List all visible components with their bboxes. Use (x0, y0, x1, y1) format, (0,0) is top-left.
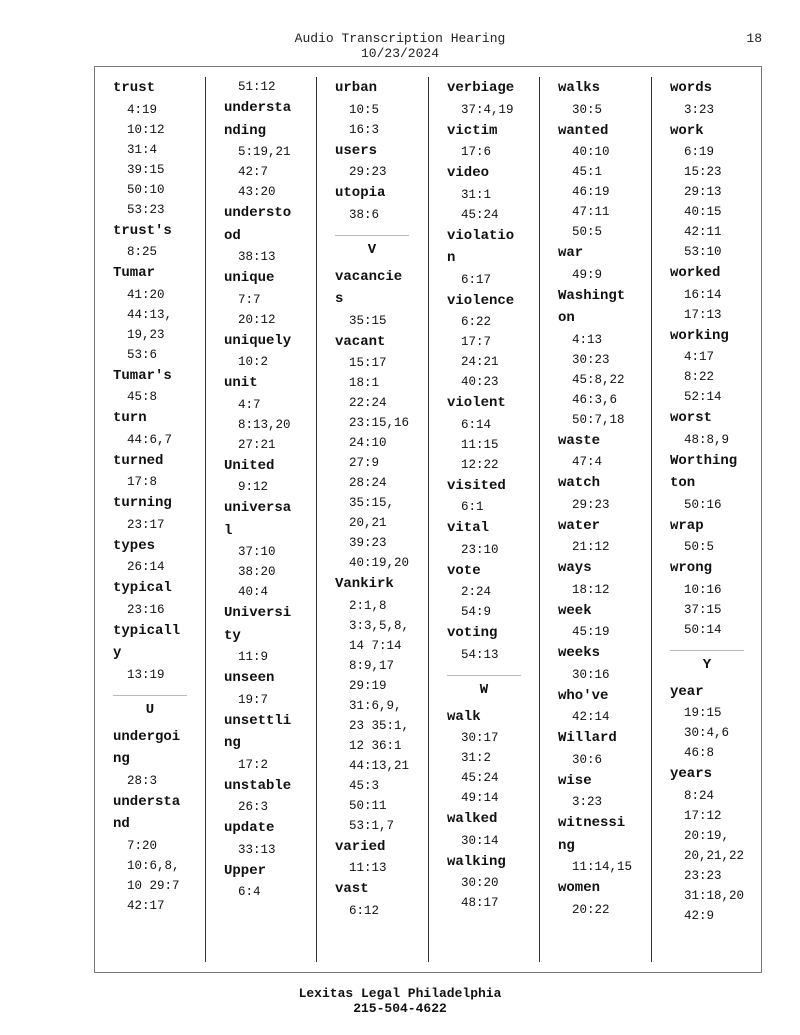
page-line-ref: 40:10 (572, 145, 610, 159)
page-line-ref: 28:24 (349, 476, 387, 490)
index-term: words (670, 80, 713, 96)
page-line-ref: 39:23 (349, 536, 387, 550)
page-line-ref: 14 7:14 (349, 638, 402, 653)
page-line-ref: 49:14 (461, 791, 499, 805)
index-term: Willard (558, 730, 617, 746)
index-term: water (558, 517, 601, 534)
index-frame (94, 66, 762, 973)
page-line-ref: 11:13 (349, 861, 387, 875)
page-line-ref: 38:13 (238, 250, 276, 264)
index-term: waste (558, 432, 601, 449)
section-divider (335, 235, 409, 236)
page-line-ref: 42:11 (684, 225, 722, 239)
page-line-ref: 16:14 (684, 287, 722, 302)
index-term: undergoi (113, 728, 181, 745)
page-line-ref: 3:23 (572, 795, 603, 809)
page-line-ref: 50:7,18 (572, 412, 625, 427)
index-term: Upper (224, 862, 267, 879)
page-line-ref: 40:23 (461, 375, 499, 389)
page-line-ref: 27:21 (238, 437, 276, 452)
section-divider (670, 650, 744, 651)
page-line-ref: 7:20 (127, 838, 158, 853)
page-line-ref: 28:3 (127, 773, 158, 788)
index-term: violence (447, 292, 515, 309)
index-term: who've (558, 687, 609, 704)
page-line-ref: 10 29:7 (127, 878, 180, 893)
page-line-ref: 50:11 (349, 798, 387, 813)
page-line-ref: 17:8 (127, 475, 158, 489)
page-header (0, 31, 800, 61)
index-term: l (224, 522, 233, 539)
page-line-ref: 4:13 (572, 332, 603, 347)
page-line-ref: 54:9 (461, 605, 492, 619)
page-footer (0, 986, 800, 1016)
index-term: on (558, 310, 575, 326)
page-line-ref: 16:3 (349, 122, 380, 137)
index-term: turned (113, 452, 164, 469)
page-line-ref: 45:1 (572, 165, 603, 179)
page-line-ref: 43:20 (238, 185, 276, 199)
page-line-ref: 22:24 (349, 396, 387, 410)
page-line-ref: 10:16 (684, 582, 722, 597)
index-term: wanted (558, 122, 609, 139)
index-term: ng (224, 735, 241, 751)
index-term: ng (113, 751, 130, 767)
page-line-ref: 10:12 (127, 122, 165, 137)
index-term: voting (447, 625, 498, 641)
document-title: Audio Transcription Hearing (294, 31, 506, 46)
footer-phone: 215-504-4622 (353, 1001, 447, 1016)
page-line-ref: 24:21 (461, 355, 499, 369)
index-term: war (558, 245, 584, 261)
page-line-ref: 37:10 (238, 545, 276, 559)
page-line-ref: 23:15,16 (349, 416, 410, 430)
page-line-ref: 45:24 (461, 771, 499, 785)
index-term: Vankirk (335, 576, 394, 592)
page-line-ref: 19:7 (238, 692, 269, 707)
page-line-ref: 50:5 (572, 225, 603, 239)
index-term: ty (224, 627, 241, 644)
page-line-ref: 7:7 (238, 292, 261, 307)
page-line-ref: 53:1,7 (349, 818, 395, 833)
page-line-ref: 23:23 (684, 868, 722, 883)
index-term: verbiage (447, 80, 515, 96)
index-term: varied (335, 838, 386, 855)
index-column-1 (113, 77, 213, 916)
page-line-ref: 50:5 (684, 540, 715, 554)
page-line-ref: 30:20 (461, 876, 499, 890)
page-line-ref: 5:19,21 (238, 145, 291, 159)
index-term: vital (447, 520, 490, 536)
index-term: od (224, 227, 241, 244)
page-line-ref: 42:7 (238, 165, 269, 179)
page-line-ref: 2:1,8 (349, 598, 387, 613)
page-line-ref: 31:4 (127, 142, 158, 157)
page-line-ref: 23:10 (461, 542, 499, 557)
page-line-ref: 46:8 (684, 746, 715, 760)
index-term: utopia (335, 185, 386, 201)
index-column-3 (335, 77, 435, 921)
index-term: vacant (335, 333, 386, 350)
page-line-ref: 17:13 (684, 307, 722, 322)
index-term: s (335, 291, 344, 307)
page-line-ref: 11:14,15 (572, 860, 633, 874)
index-term: vast (335, 881, 369, 897)
page-line-ref: 29:13 (684, 185, 722, 199)
page-line-ref: 45:8,22 (572, 372, 625, 387)
page-line-ref: 50:14 (684, 622, 722, 637)
page-line-ref: 45:24 (461, 207, 499, 222)
page-line-ref: 10:2 (238, 355, 269, 369)
page-line-ref: 53:23 (127, 202, 165, 217)
page-line-ref: 17:6 (461, 145, 492, 159)
index-term: trust (113, 80, 156, 96)
index-term: universa (224, 500, 292, 516)
page-line-ref: 44:6,7 (127, 432, 173, 447)
page-line-ref: 48:8,9 (684, 432, 730, 447)
page-line-ref: 46:3,6 (572, 392, 618, 407)
page-line-ref: 13:19 (127, 667, 165, 682)
page-line-ref: 48:17 (461, 896, 499, 910)
index-term: Washingt (558, 287, 626, 304)
page-line-ref: 47:11 (572, 205, 610, 219)
page-line-ref: 44:13, (127, 307, 173, 322)
index-term: unit (224, 375, 258, 391)
page-line-ref: 40:15 (684, 205, 722, 219)
index-column-5 (558, 77, 658, 920)
section-letter: W (479, 681, 489, 698)
index-term: walks (558, 80, 601, 96)
page-line-ref: 37:15 (684, 602, 722, 617)
index-term: worked (670, 265, 721, 281)
document-date: 10/23/2024 (360, 46, 439, 61)
index-term: y (113, 645, 122, 661)
index-term: urban (335, 80, 378, 96)
section-letter: V (367, 241, 377, 258)
page-line-ref: 53:6 (127, 347, 158, 362)
index-term: walked (447, 811, 498, 827)
index-term: years (670, 766, 713, 782)
page-line-ref: 30:6 (572, 752, 603, 767)
page-line-ref: 6:1 (461, 500, 484, 514)
page-line-ref: 8:25 (127, 245, 158, 259)
page-line-ref: 23:17 (127, 517, 165, 532)
page-line-ref: 45:8 (127, 390, 158, 404)
page-line-ref: 51:12 (238, 80, 276, 94)
page-line-ref: 6:4 (238, 885, 261, 899)
page-line-ref: 53:10 (684, 245, 722, 259)
page-line-ref: 39:15 (127, 162, 165, 177)
page-number: 18 (746, 31, 762, 46)
index-term: types (113, 537, 156, 554)
page-line-ref: 30:23 (572, 352, 610, 367)
index-term: Tumar's (113, 367, 172, 384)
section-letter: Y (702, 656, 712, 673)
page-line-ref: 17:2 (238, 757, 269, 772)
index-term: Tumar (113, 265, 156, 281)
index-term: users (335, 142, 378, 159)
page-line-ref: 38:6 (349, 207, 380, 222)
index-term: wrong (670, 560, 713, 576)
page-line-ref: 33:13 (238, 842, 276, 857)
page-line-ref: 30:4,6 (684, 726, 730, 740)
index-column-2 (224, 77, 324, 902)
page-line-ref: 2:24 (461, 585, 492, 599)
index-term: worst (670, 410, 713, 426)
index-term: ng (558, 837, 575, 854)
page-line-ref: 26:3 (238, 800, 269, 814)
column-divider (539, 77, 540, 962)
index-term: unique (224, 270, 275, 286)
page-line-ref: 31:6,9, (349, 698, 402, 713)
column-divider (651, 77, 652, 962)
index-term: nding (224, 122, 267, 139)
section-divider (447, 675, 521, 676)
page-line-ref: 30:16 (572, 667, 610, 682)
index-term: Worthing (670, 452, 738, 469)
page-line-ref: 38:20 (238, 565, 276, 579)
page-line-ref: 15:17 (349, 356, 387, 370)
page-line-ref: 6:19 (684, 145, 715, 159)
index-column-6 (670, 77, 770, 926)
page-line-ref: 12:22 (461, 457, 499, 472)
index-term: nd (113, 816, 130, 832)
page-line-ref: 42:17 (127, 898, 165, 913)
page-line-ref: 50:16 (684, 497, 722, 512)
page-line-ref: 8:9,17 (349, 658, 395, 673)
page-line-ref: 15:23 (684, 165, 722, 179)
page-line-ref: 30:14 (461, 833, 499, 848)
page-line-ref: 54:13 (461, 647, 499, 662)
page-line-ref: 20,21,22 (684, 848, 745, 863)
index-term: update (224, 820, 275, 836)
page-line-ref: 42:9 (684, 908, 715, 923)
page-line-ref: 9:12 (238, 480, 269, 494)
column-divider (428, 77, 429, 962)
index-term: women (558, 880, 601, 896)
index-term: vacancie (335, 268, 403, 285)
page-line-ref: 35:15, (349, 496, 395, 510)
page-line-ref: 19,23 (127, 327, 165, 342)
page-line-ref: 46:19 (572, 185, 610, 199)
index-term: understa (224, 100, 292, 116)
index-term: weeks (558, 645, 601, 661)
page-line-ref: 29:19 (349, 678, 387, 693)
page-line-ref: 19:15 (684, 706, 722, 720)
index-term: n (447, 250, 456, 266)
page-line-ref: 17:12 (684, 808, 722, 823)
index-term: working (670, 327, 729, 344)
index-term: violatio (447, 227, 515, 244)
page-line-ref: 3:23 (684, 102, 715, 117)
page-line-ref: 29:23 (572, 497, 610, 512)
section-divider (113, 695, 187, 696)
column-divider (205, 77, 206, 962)
index-column-4 (447, 77, 547, 913)
index-term: turn (113, 410, 147, 426)
index-term: victim (447, 122, 498, 139)
page-line-ref: 23:16 (127, 602, 165, 617)
page-line-ref: 29:23 (349, 165, 387, 179)
index-term: violent (447, 395, 506, 411)
index-term: understa (113, 793, 181, 810)
page-line-ref: 47:4 (572, 455, 603, 469)
page-line-ref: 20:22 (572, 902, 610, 917)
page-line-ref: 6:22 (461, 315, 492, 329)
page-line-ref: 4:7 (238, 397, 261, 412)
page-line-ref: 45:3 (349, 778, 380, 793)
page-line-ref: 40:19,20 (349, 556, 410, 570)
page-line-ref: 31:2 (461, 751, 492, 765)
index-term: unseen (224, 670, 275, 686)
index-term: uniquely (224, 332, 292, 349)
page-line-ref: 18:12 (572, 582, 610, 597)
page-line-ref: 12 36:1 (349, 738, 402, 753)
page-line-ref: 11:9 (238, 650, 269, 664)
section-letter: U (145, 701, 155, 718)
page-line-ref: 10:5 (349, 102, 380, 117)
footer-company: Lexitas Legal Philadelphia (298, 986, 502, 1001)
page-line-ref: 26:14 (127, 560, 165, 574)
page-line-ref: 8:13,20 (238, 417, 291, 432)
page-line-ref: 20,21 (349, 516, 387, 530)
index-term: week (558, 602, 592, 619)
page-line-ref: 8:22 (684, 370, 715, 384)
page-line-ref: 50:10 (127, 182, 165, 197)
page-line-ref: 37:4,19 (461, 102, 514, 117)
column-divider (316, 77, 317, 962)
page-line-ref: 3:3,5,8, (349, 618, 410, 633)
index-term: understo (224, 205, 292, 221)
page-line-ref: 20:12 (238, 312, 276, 327)
index-term: work (670, 122, 704, 139)
page-line-ref: 23 35:1, (349, 718, 410, 733)
index-term: unsettli (224, 712, 292, 729)
index-term: ways (558, 560, 592, 576)
page-line-ref: 20:19, (684, 828, 730, 843)
page-line-ref: 21:12 (572, 540, 610, 554)
page-line-ref: 42:14 (572, 710, 610, 724)
index-term: trust's (113, 222, 172, 239)
page-line-ref: 4:19 (127, 102, 158, 117)
page-line-ref: 27:9 (349, 456, 380, 470)
page-line-ref: 30:5 (572, 102, 603, 117)
page-line-ref: 45:19 (572, 625, 610, 639)
index-term: wrap (670, 517, 704, 534)
page-line-ref: 18:1 (349, 376, 380, 390)
page-line-ref: 6:14 (461, 417, 492, 432)
page-line-ref: 52:14 (684, 390, 722, 404)
page-line-ref: 10:6,8, (127, 858, 180, 873)
index-term: typicall (113, 622, 181, 639)
index-term: turning (113, 495, 172, 511)
index-term: United (224, 457, 275, 474)
page-line-ref: 6:17 (461, 272, 492, 287)
page-line-ref: 24:10 (349, 436, 387, 450)
page-line-ref: 4:17 (684, 350, 715, 364)
index-term: Universi (224, 605, 292, 621)
index-term: witnessi (558, 815, 626, 831)
page-line-ref: 17:7 (461, 335, 492, 349)
page-line-ref: 40:4 (238, 585, 269, 599)
page-line-ref: 31:18,20 (684, 888, 745, 903)
page-line-ref: 31:1 (461, 187, 492, 202)
page-line-ref: 30:17 (461, 731, 499, 745)
index-term: year (670, 683, 704, 700)
page-line-ref: 41:20 (127, 287, 165, 302)
index-term: visited (447, 477, 506, 494)
index-term: typical (113, 580, 172, 596)
index-term: watch (558, 475, 601, 491)
index-term: ton (670, 475, 696, 491)
index-term: vote (447, 562, 481, 579)
page-line-ref: 11:15 (461, 437, 499, 452)
index-term: walking (447, 853, 506, 870)
page-line-ref: 35:15 (349, 313, 387, 328)
page-line-ref: 6:12 (349, 903, 380, 918)
index-term: walk (447, 708, 481, 725)
page-line-ref: 44:13,21 (349, 758, 410, 773)
index-term: wise (558, 772, 592, 789)
index-term: video (447, 165, 490, 181)
index-term: unstable (224, 777, 292, 794)
page-line-ref: 49:9 (572, 267, 603, 282)
page-line-ref: 8:24 (684, 788, 715, 803)
